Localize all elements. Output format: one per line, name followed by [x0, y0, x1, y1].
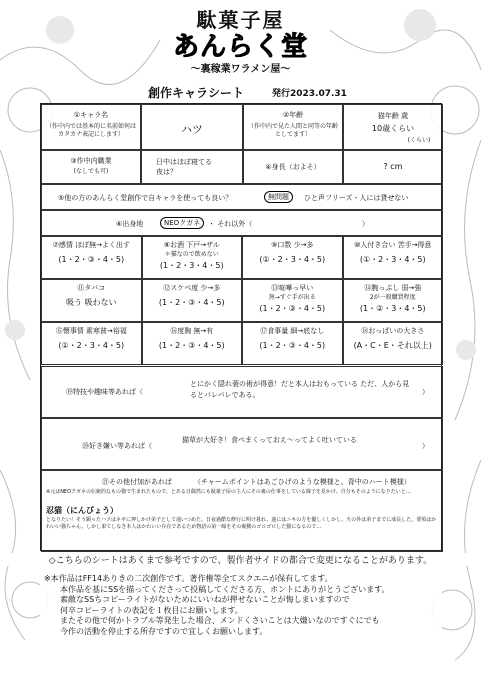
age-value-cell — [343, 104, 443, 150]
trait-cell — [343, 322, 444, 365]
origin-label: ⑥出身地 — [116, 220, 144, 228]
logo-main-text: あんらく堂 — [172, 32, 308, 62]
trait-label: ⑯度胸 無→有 — [170, 327, 214, 335]
logo-sub-text: ～裏稼業ワラメン屋～ — [190, 64, 291, 75]
trait-cell — [41, 322, 142, 365]
trait-cell — [242, 322, 343, 365]
other-label: ㉑その他付加があれば — [102, 478, 172, 486]
likes-row — [41, 418, 443, 470]
job-note: (なしでも可) — [73, 168, 109, 175]
trait-scale: 吸う 吸わない — [65, 298, 117, 307]
job-value: 日中はほぼ寝てる夜は？ — [156, 158, 212, 176]
likes-value: 猫草が大好き！食べまくっておえ～ってよく吐いている — [182, 436, 357, 444]
trait-cell — [242, 279, 343, 322]
age-value-3: (くらい) — [407, 137, 431, 144]
trait-cell — [142, 279, 243, 322]
permission-row — [41, 184, 443, 210]
footer-line: 今作の活動を停止する所存ですので宜しくお願いします。 — [60, 626, 268, 636]
specialty-close: ） — [422, 388, 429, 396]
height-label: ④身長（およそ） — [265, 163, 321, 171]
trait-scale: (1・2・③・4・5) — [58, 255, 125, 264]
trait-note: 無→すぐ手が出る — [268, 294, 316, 301]
character-sheet — [40, 103, 442, 551]
trait-scale: (1・2・③・4・5) — [259, 341, 326, 350]
age-label-cell — [243, 104, 343, 150]
trait-label: ⑬喧嘩っ早い — [271, 284, 314, 292]
trait-label: ⑧お酒 下戸→ザル — [163, 241, 220, 249]
footer-line: 何卒コピーライトの表記を１枚目にお願いします。 — [60, 605, 243, 615]
trait-scale: (A・C・E・それ以上) — [353, 341, 432, 350]
trait-label: ⑭腕っぷし 弱→強 — [364, 284, 422, 292]
other-paren: （チャームポイントはあごひげのような模様と、背中のハート模様） — [194, 478, 411, 486]
name-value: ハツ — [181, 123, 203, 136]
likes-label: ⑳好き嫌い等あれば（ — [82, 442, 152, 450]
trait-cell — [343, 279, 444, 322]
trait-label: ⑪タバコ — [77, 284, 106, 292]
sheet-note: ◇こちらのシートはあくまで参考ですので、製作者サイドの都合で変更になることがあります。 — [0, 553, 481, 566]
trait-note: ＊猫なので飲めない — [164, 251, 219, 258]
origin-choice: NEOクガネ — [160, 217, 204, 229]
likes-close: ） — [422, 442, 429, 450]
trait-label: ⑩人付き合い 苦手→得意 — [354, 241, 432, 249]
trait-scale: (1・2・③・4・5) — [158, 341, 225, 350]
specialty-row — [41, 366, 443, 418]
job-label: ③作中内職業 — [70, 157, 112, 165]
name-note: （作中内では基本的に名前如何はカタカナ表記にします） — [45, 123, 136, 138]
trait-label: ⑰食事量 細→底なし — [260, 327, 325, 335]
specialty-label: ⑲特技や趣味等あれば（ — [66, 388, 143, 396]
other-name: 忍猫（にんびょう） — [46, 506, 118, 515]
height-value: ? cm — [383, 162, 403, 171]
height-value-cell — [343, 150, 443, 184]
footer-line: またその他で何かトラブル等発生した場合、メンドくさいことは大嫌いなのですぐにでも — [60, 616, 380, 625]
age-value-2: 10歳くらい — [371, 124, 415, 133]
footer — [40, 572, 442, 639]
job-value-cell — [141, 150, 243, 184]
specialty-value: とにかく隠れ蓑の術が得意！だと本人はおもっている ただ、人から見るとバレバレである。 — [190, 380, 410, 399]
trait-cell — [41, 236, 142, 279]
trait-label: ⑦感情 ほぼ無→よく出す — [52, 241, 130, 249]
trait-scale: (1・②・3・4・5) — [359, 304, 426, 313]
name-label: ①キャラ名 — [73, 111, 109, 119]
age-label: ②年齢 — [282, 111, 304, 119]
name-value-cell — [141, 104, 243, 150]
job-label-cell — [41, 150, 141, 184]
trait-cell — [343, 236, 444, 279]
trait-cell — [41, 279, 142, 322]
height-label-cell — [243, 150, 343, 184]
footer-line: 素敵なSSちコピーライトがないためにいいねが押せないことが悔しまいますので — [60, 595, 350, 604]
trait-scale: (1・2・3・4・5) — [159, 261, 224, 270]
trait-label: ⑨口数 少→多 — [271, 241, 314, 249]
trait-cell — [142, 322, 243, 365]
footer-line: ※本作品はFF14ありきの二次創作です。著作権等全てスクエニが保有してます。 — [44, 574, 333, 583]
footer-line: 本作品を基にSSを描ってくださって投稿してくださる方、ホントにありがとうございます。 — [60, 584, 390, 594]
permission-label: ⑤他の方のあんらく堂創作で自キャラを使っても良い？ — [58, 194, 233, 202]
header — [0, 0, 481, 100]
trait-scale: (①・2・3・4・5) — [359, 255, 426, 264]
trait-cell — [242, 236, 343, 279]
trait-cell — [142, 236, 243, 279]
permission-choice: 無問題 — [264, 191, 293, 203]
other-note: ※元はNEOクガネの伝統的なもの猫で生まれたもので、とある日偶然にも駄菓子屋の主人にその裏の仕事をしている様子を見かけ、自分もそのようになりたいと… — [46, 489, 411, 495]
doc-title: 創作キャラシート — [148, 86, 245, 100]
permission-rest: ひと声フリーズ・人には貸せない — [304, 194, 409, 202]
trait-label: ⑫スケベ度 少→多 — [163, 284, 221, 292]
age-note: （作中内で見た人間と同等の年齢としてます） — [247, 123, 338, 138]
logo-top-text: 駄菓子屋 — [196, 8, 285, 32]
trait-scale: (①・2・3・4・5) — [259, 255, 326, 264]
trait-scale: (1・2・③・4・5) — [158, 298, 225, 307]
trait-label: ⑮懐事情 素寒貧→裕福 — [55, 327, 127, 335]
age-value: 猫年齢 歳 — [377, 112, 409, 120]
issued-date: 発行2023.07.31 — [272, 89, 347, 99]
trait-label: ⑱おっぱいの大きさ — [361, 327, 425, 335]
trait-scale: (①・2・3・4・5) — [58, 341, 125, 350]
origin-rest: ・ それ以外（ — [208, 220, 253, 228]
other-row — [41, 470, 443, 552]
trait-scale: (1・2・③・4・5) — [259, 304, 326, 313]
origin-close: ） — [362, 220, 369, 228]
trait-note: 2が一般購買程度 — [369, 294, 416, 301]
other-text: となりたい！そう願ったハツはネギに押しかけ弟子として通いつめた。日夜過酷な修行に明け暮れ、遂にはニキの方を優しくしかし、火の外は弟子までに成長した。要領はかわいい猫ちゃん。しかし果てしなき本人はかわいい存在であるため物語の第一線をその裏側のゴロゴロした猫になるので… — [46, 517, 437, 530]
origin-row — [41, 210, 443, 236]
name-label-cell — [41, 104, 141, 150]
